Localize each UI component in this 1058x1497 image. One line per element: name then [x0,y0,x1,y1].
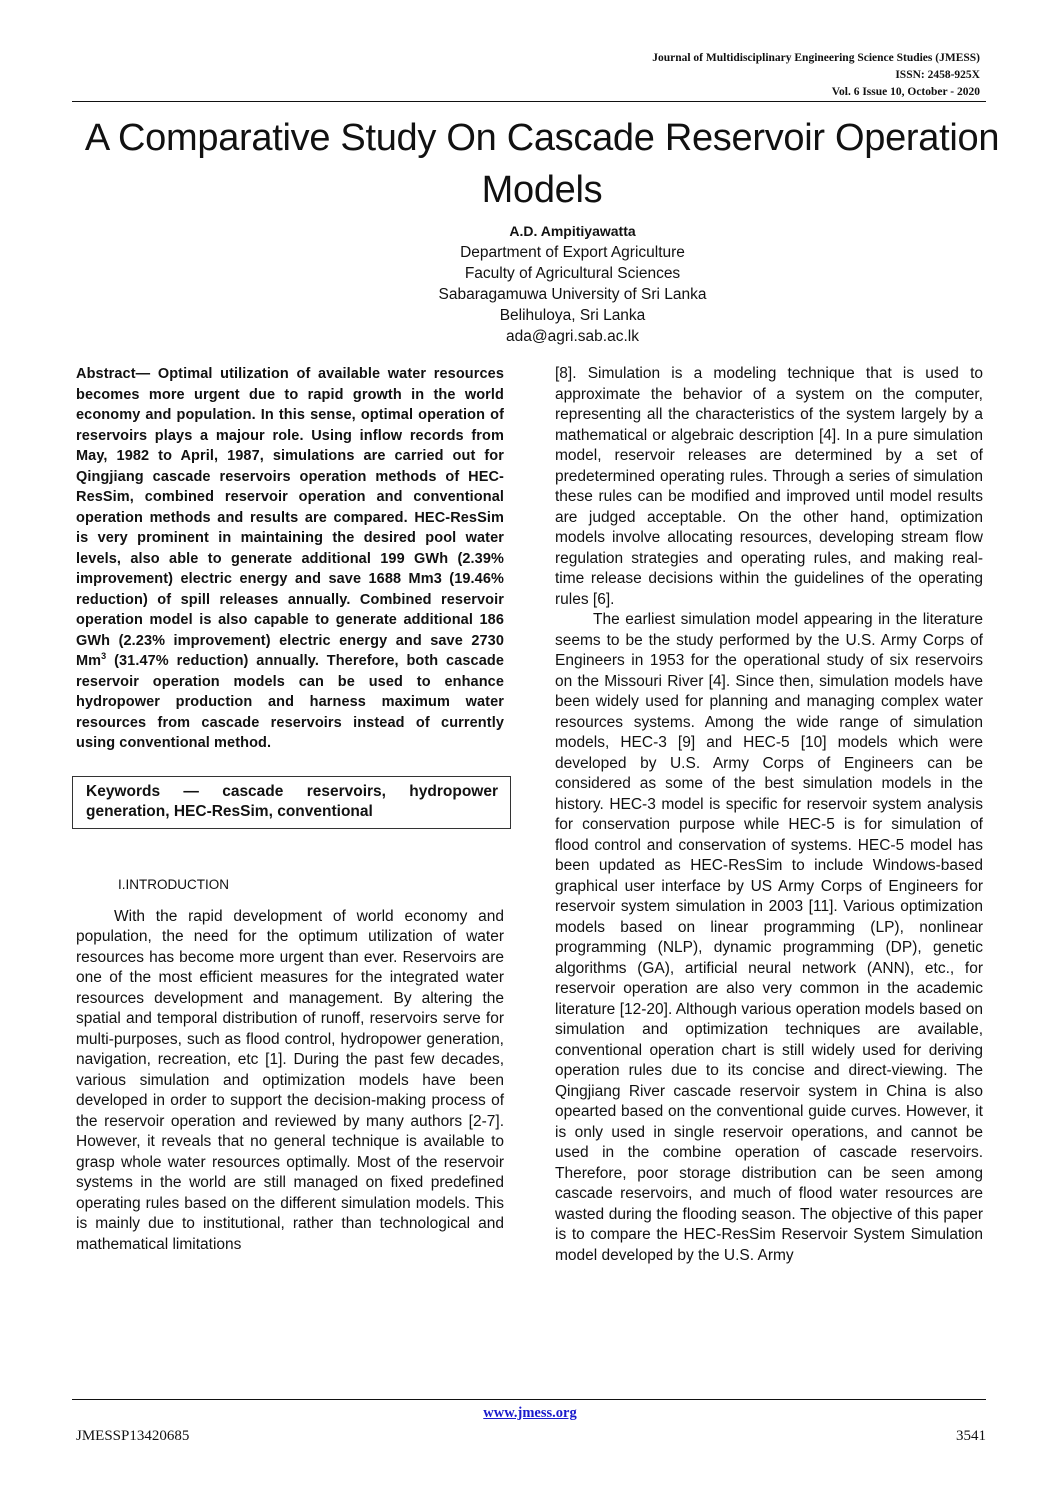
right-column [555,364,983,1266]
keywords-box: Keywords — cascade reservoirs, hydropower generation, HEC-ResSim, conventional [72,776,511,829]
left-column [76,364,504,1255]
footer-paper-id: JMESSP13420685 [76,1428,190,1444]
intro-paragraph-3: The earliest simulation model appearing in the literature seems to be the study performed by the U.S. Army Corps of Engineers in 1953 for the operational study of six reservoirs on the Missouri River [4]. Since then, simulation models have been widely used for planning and managing complex water resources systems. Among the wide range of simulation models, HEC-3 [9] and HEC-5 [10] models which were developed by U.S. Army Corps of Engineers can be considered as some of the best simulation models in the history. HEC-3 model is specific for reservoir system analysis for conservation purpose while HEC-5 is for simulation of flood control and conservation of systems. HEC-5 model has been updated as HEC-ResSim to include Windows-based graphical user interface by US Army Corps of Engineers for reservoir system simulation in 2003 [11]. Various optimization models based on linear programming (LP), nonlinear programming (NLP), dynamic programming (DP), genetic algorithms (GA), artificial neural network (ANN), etc., for reservoir operation are also very common in the academic literature [12-20]. Although various operation models based on simulation and optimization techniques are available, conventional operation chart is still widely used for deriving operation rules due to its concise and direct-viewing. The Qingjiang River cascade reservoir system in China is also opearted based on the conventional guide curves. However, it is only used in single reservoir operations, and cannot be used in the combine operation of cascade reservoirs. Therefore, poor storage distribution can be seen among cascade reservoirs, and much of flood water resources are wasted during the flooding season. The objective of this paper is to compare the HEC-ResSim Reservoir System Simulation model developed by the U.S. Army [555,611,983,1264]
abstract-superscript: 3 [101,651,107,661]
header-rule [72,101,986,102]
footer-rule [72,1399,986,1400]
journal-header [460,50,980,101]
intro-paragraph-1: With the rapid development of world economy and population, the need for the optimum utilization of water resources has become more urgent than ever. Reservoirs are one of the most efficient measures for the integrated water resources development and management. By altering the spatial and temporal distribution of runoff, reservoirs serve for multi-purposes, such as flood control, hydropower generation, navigation, recreation, etc [1]. During the past few decades, various simulation and optimization models have been developed in order to support the decision-making process of the reservoir operation and reviewed by many authors [2-7]. However, it reveals that no general technique is available to grasp whole water resources optimally. Most of the reservoir systems in the world are still managed on fixed predefined operating rules based on the different simulation models. This is mainly due to institutional, rather than technological and mathematical limitations [76,907,504,1253]
author-university: Sabaragamuwa University of Sri Lanka [438,286,707,303]
abstract-text-b: (31.47% reduction) annually. Therefore, both cascade reservoir operation models can be used to enhance hydropower production and harness maximum water resources from cascade reservoirs instead of currently using conventional method. [76,653,504,751]
author-block [300,221,845,347]
abstract [76,364,504,754]
author-department: Department of Export Agriculture [460,244,685,261]
journal-issn: ISSN: 2458-925X [895,69,980,81]
author-name: A.D. Ampitiyawatta [509,223,636,239]
footer-url-link[interactable]: www.jmess.org [483,1405,577,1421]
author-email[interactable]: ada@agri.sab.ac.lk [506,328,639,345]
intro-paragraph-2: [8]. Simulation is a modeling technique that is used to approximate the behavior of a system on the computer, representing all the characteristics of the system largely by a mathematical or algebraic description [4]. In a pure simulation model, reservoir releases are determined by a set of predetermined operating rules. Through a series of simulation these rules can be modified and improved until model results are judged acceptable. On the other hand, optimization models involve allocating resources, developing stream flow regulation strategies and operating rules, and making real-time release decisions within the guidelines of the operating rules [6]. [555,365,983,608]
section-heading-introduction: I.INTRODUCTION [118,876,229,892]
journal-name: Journal of Multidisciplinary Engineering Science Studies (JMESS) [652,52,980,64]
paper-title: A Comparative Study On Cascade Reservoir Operation Models [84,117,1000,211]
author-location: Belihuloya, Sri Lanka [499,307,646,324]
journal-volume: Vol. 6 Issue 10, October - 2020 [831,86,980,98]
footer-page-number: 3541 [956,1428,986,1444]
author-faculty: Faculty of Agricultural Sciences [464,265,681,282]
abstract-text-a: Abstract— Optimal utilization of available water resources becomes more urgent due to rapid growth in the world economy and population. In this sense, optimal operation of reservoirs plays a majour role. Using inflow records from May, 1982 to April, 1987, simulations are carried out for Qingjiang cascade reservoirs operation methods of HEC-ResSim, combined reservoir operation and conventional operation methods and results are compared. HEC-ResSim is very prominent in maintaining the desired pool water levels, also able to generate additional 199 GWh (2.39% improvement) electric energy and save 1688 Mm3 (19.46% reduction) of spill releases annually. Combined reservoir operation model is also capable to generate additional 186 GWh (2.23% improvement) electric energy and save 2730 Mm [76,366,504,669]
